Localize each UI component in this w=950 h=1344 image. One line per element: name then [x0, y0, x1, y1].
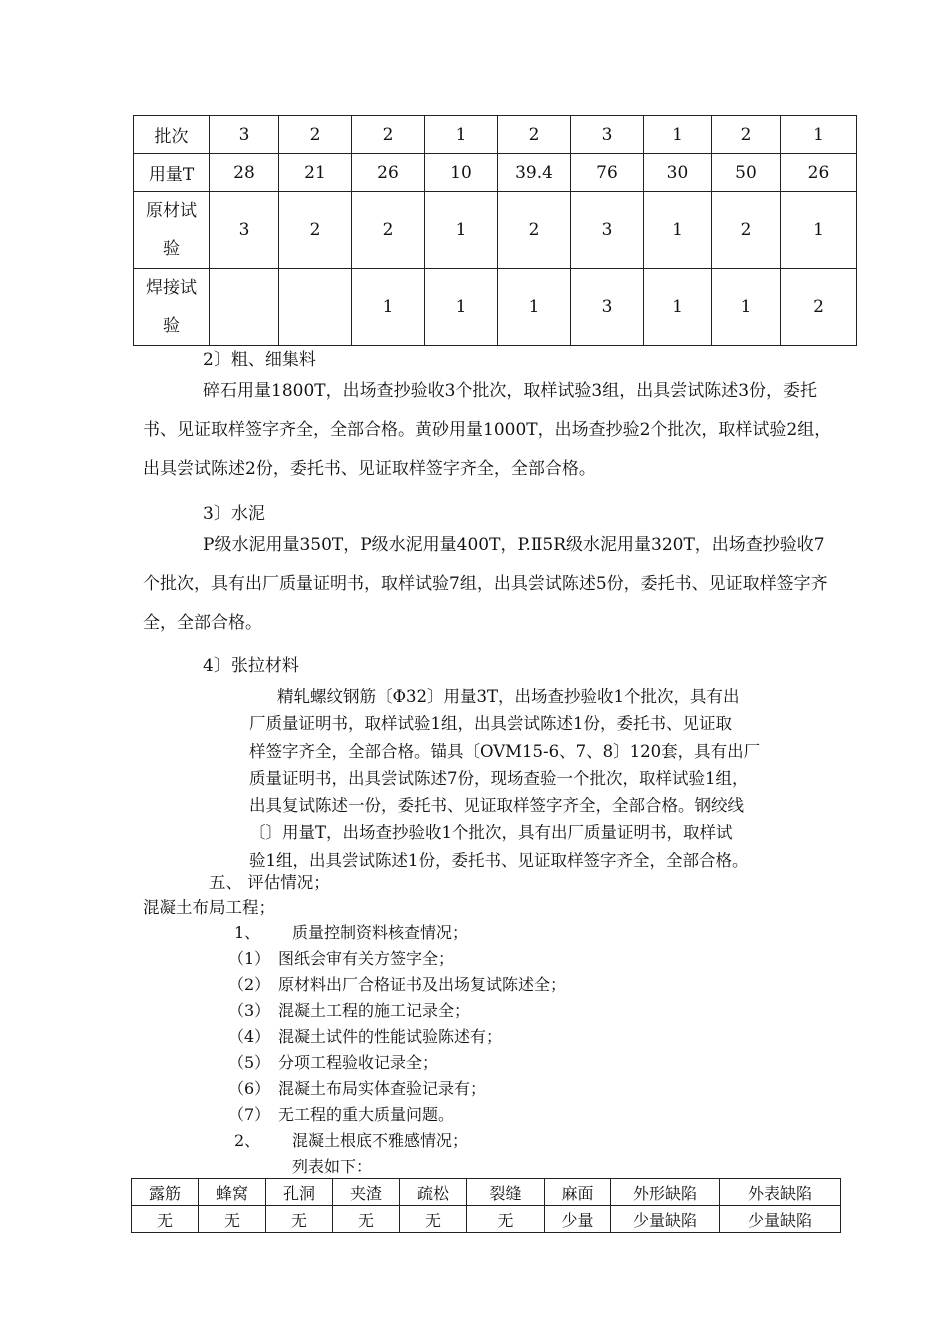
- table-cell: 无: [400, 1206, 467, 1233]
- table-cell: 1: [352, 269, 425, 346]
- table-cell: 3: [210, 116, 279, 154]
- list-item: [228, 946, 454, 969]
- text-line: 出具复试陈述一份，委托书、见证取样签字齐全，全部合格。钢绞线: [249, 796, 744, 816]
- table-header-row: [132, 1179, 841, 1206]
- list-number: 1、: [234, 923, 261, 942]
- table-row: [134, 154, 857, 192]
- row-label: [134, 192, 210, 269]
- row-label-line: 焊接试: [146, 278, 197, 298]
- section-heading: 2〕粗、细集料: [203, 350, 316, 370]
- table-cell: 76: [571, 154, 644, 192]
- list-item: [228, 1050, 438, 1073]
- table-cell: 2: [279, 116, 352, 154]
- table-cell: 10: [425, 154, 498, 192]
- list-text: 图纸会审有关方签字全；: [278, 949, 455, 968]
- column-header: 外表缺陷: [720, 1179, 841, 1206]
- row-label-line: 验: [163, 316, 180, 336]
- paragraph: 碎石用量1800T，出场查抄验收3个批次，取样试验3组，出具尝试陈述3份，委托书、见证取样签字齐全，全部合格。黄砂用量1000T，出场查抄验2个批次，取样试验2组，出具尝试陈述2份，委托书、见证取样签字齐全，全部合格。: [143, 381, 832, 479]
- table-cell: 2: [279, 192, 352, 269]
- table-cell: 26: [781, 154, 857, 192]
- table-cell: 28: [210, 154, 279, 192]
- list-number: （5）: [228, 1053, 271, 1072]
- table-cell: 2: [781, 269, 857, 346]
- row-label: 用量T: [134, 154, 210, 192]
- table-cell: 1: [644, 269, 712, 346]
- table-cell: 1: [712, 269, 781, 346]
- table-cell: 3: [571, 116, 644, 154]
- text-line: 样签字齐全，全部合格。锚具〔OVM15-6、7、8〕120套，具有出厂: [249, 741, 761, 761]
- section-heading: 五、 评估情况；: [209, 873, 330, 892]
- section-heading: 4〕张拉材料: [203, 656, 299, 676]
- row-label: 批次: [134, 116, 210, 154]
- text-line: 质量证明书，出具尝试陈述7份，现场查验一个批次，取样试验1组，: [249, 768, 749, 788]
- table-cell: 1: [425, 269, 498, 346]
- list-text: 混凝土布局实体查验记录有；: [278, 1079, 487, 1098]
- list-item: [228, 1076, 486, 1099]
- table-cell: 1: [498, 269, 571, 346]
- material-test-table: [133, 115, 857, 346]
- table-cell: 50: [712, 154, 781, 192]
- list-item: [234, 1128, 468, 1151]
- list-number: （1）: [228, 949, 271, 968]
- row-label: [134, 269, 210, 346]
- table-cell: 2: [712, 192, 781, 269]
- table-cell: 2: [498, 192, 571, 269]
- text-line: 〔〕用量T，出场查抄验收1个批次，具有出厂质量证明书，取样试: [249, 823, 733, 843]
- section-heading: 3〕水泥: [203, 504, 265, 524]
- list-number: （7）: [228, 1105, 271, 1124]
- table-cell: 1: [425, 116, 498, 154]
- column-header: 麻面: [545, 1179, 611, 1206]
- column-header: 孔洞: [266, 1179, 333, 1206]
- list-text: 混凝土根底不雅感情况；: [292, 1131, 469, 1150]
- list-number: 2、: [234, 1131, 261, 1150]
- table-row: [134, 192, 857, 269]
- table-cell: 无: [199, 1206, 266, 1233]
- table-cell: 2: [498, 116, 571, 154]
- table-row: [134, 269, 857, 346]
- table-cell: 39.4: [498, 154, 571, 192]
- list-number: （6）: [228, 1079, 271, 1098]
- text-line: 验1组，出具尝试陈述1份，委托书、见证取样签字齐全，全部合格。: [249, 850, 749, 870]
- table-cell: 1: [781, 116, 857, 154]
- table-cell: 1: [781, 192, 857, 269]
- paragraph: [249, 683, 849, 874]
- table-cell: 1: [644, 192, 712, 269]
- text-line: 厂质量证明书，取样试验1组，出具尝试陈述1份，委托书、见证取: [249, 714, 732, 734]
- table-cell: 少量缺陷: [611, 1206, 720, 1233]
- table-cell: 2: [352, 192, 425, 269]
- column-header: 裂缝: [467, 1179, 545, 1206]
- table-cell: 无: [266, 1206, 333, 1233]
- text-line: 精轧螺纹钢筋〔Φ32〕用量3T，出场查抄验收1个批次，具有出: [277, 687, 740, 706]
- table-row: [134, 116, 857, 154]
- column-header: 外形缺陷: [611, 1179, 720, 1206]
- list-intro: 列表如下：: [292, 1157, 373, 1176]
- table-cell: 3: [571, 269, 644, 346]
- table-cell: 2: [352, 116, 425, 154]
- list-number: （2）: [228, 975, 271, 994]
- table-cell: 30: [644, 154, 712, 192]
- table-cell: [210, 269, 279, 346]
- paragraph: P级水泥用量350T，P级水泥用量400T，P.Ⅱ5R级水泥用量320T，出场查抄验收7个批次，具有出厂质量证明书，取样试验7组，出具尝试陈述5份，委托书、见证取样签字齐全，全部合格。: [143, 535, 828, 633]
- table-cell: 26: [352, 154, 425, 192]
- list-text: 分项工程验收记录全；: [278, 1053, 439, 1072]
- appearance-table: [131, 1178, 841, 1233]
- list-text: 质量控制资料核查情况；: [292, 923, 469, 942]
- table-cell: 1: [644, 116, 712, 154]
- table-cell: 3: [571, 192, 644, 269]
- list-text: 混凝土工程的施工记录全；: [278, 1001, 471, 1020]
- column-header: 蜂窝: [199, 1179, 266, 1206]
- table-cell: 无: [467, 1206, 545, 1233]
- table-cell: 少量缺陷: [720, 1206, 841, 1233]
- row-label-line: 原材试: [146, 201, 197, 221]
- list-item: [228, 972, 566, 995]
- list-item: [228, 998, 470, 1021]
- table-cell: 少量: [545, 1206, 611, 1233]
- column-header: 疏松: [400, 1179, 467, 1206]
- list-item: [228, 1024, 502, 1047]
- table-cell: 无: [132, 1206, 199, 1233]
- table-cell: [279, 269, 352, 346]
- list-text: 混凝土试件的性能试验陈述有；: [278, 1027, 503, 1046]
- table-row: [132, 1206, 841, 1233]
- column-header: 露筋: [132, 1179, 199, 1206]
- list-number: （4）: [228, 1027, 271, 1046]
- list-item: [228, 1102, 454, 1125]
- table-cell: 3: [210, 192, 279, 269]
- subheading: 混凝土布局工程；: [143, 898, 275, 917]
- list-text: 原材料出厂合格证书及出场复试陈述全；: [278, 975, 567, 994]
- row-label-line: 验: [163, 239, 180, 259]
- table-cell: 无: [333, 1206, 400, 1233]
- table-cell: 2: [712, 116, 781, 154]
- column-header: 夹渣: [333, 1179, 400, 1206]
- list-text: 无工程的重大质量问题。: [278, 1105, 455, 1124]
- table-cell: 21: [279, 154, 352, 192]
- list-item: [234, 920, 468, 943]
- table-cell: 1: [425, 192, 498, 269]
- list-number: （3）: [228, 1001, 271, 1020]
